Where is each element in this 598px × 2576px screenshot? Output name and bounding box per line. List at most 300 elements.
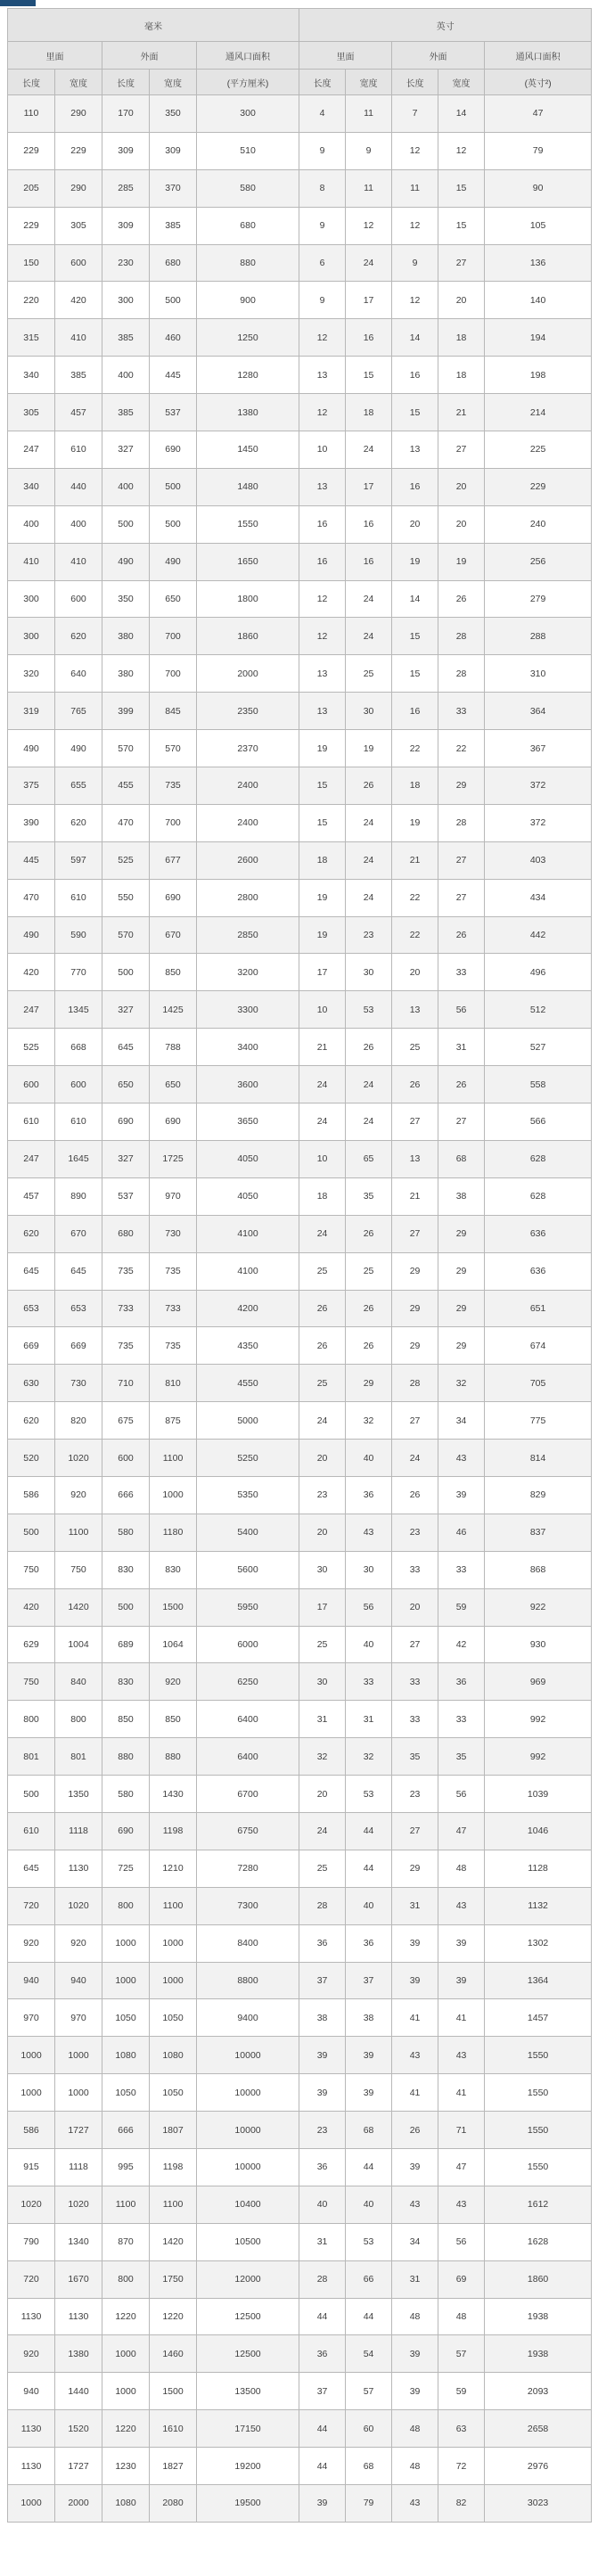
cell-mm-outer-length: 735 [102,1327,150,1365]
cell-mm-outer-length: 680 [102,1215,150,1252]
cell-mm-outer-width: 920 [150,1663,197,1701]
cell-in-inner-width: 53 [346,2223,392,2260]
cell-in-outer-length: 48 [392,2448,438,2485]
cell-in-outer-length: 20 [392,1588,438,1626]
cell-mm-outer-width: 1080 [150,2037,197,2074]
cell-mm-inner-width: 1420 [55,1588,102,1626]
cell-in-inner-width: 18 [346,394,392,431]
cell-mm-inner-width: 970 [55,1999,102,2037]
cell-in-outer-length: 26 [392,2112,438,2149]
cell-in-inner-length: 12 [299,618,346,655]
cell-mm-inner-length: 940 [8,1962,55,1999]
cell-mm-vent-area: 10000 [197,2148,299,2186]
cell-in-vent-area: 90 [485,169,592,207]
table-row [8,1177,592,1215]
cell-in-inner-length: 10 [299,431,346,469]
cell-in-inner-length: 9 [299,282,346,319]
cell-in-inner-width: 9 [346,132,392,169]
cell-in-inner-length: 16 [299,505,346,543]
cell-mm-outer-width: 1000 [150,1962,197,1999]
cell-in-inner-width: 40 [346,1887,392,1924]
cell-in-inner-length: 19 [299,916,346,954]
cell-mm-vent-area: 2600 [197,841,299,879]
cell-mm-outer-width: 1460 [150,2335,197,2373]
cell-mm-inner-width: 920 [55,1476,102,1514]
cell-in-inner-length: 17 [299,954,346,991]
cell-mm-outer-width: 880 [150,1738,197,1776]
cell-mm-inner-width: 597 [55,841,102,879]
table-row [8,1626,592,1663]
cell-in-vent-area: 496 [485,954,592,991]
cell-mm-outer-width: 500 [150,505,197,543]
cell-mm-vent-area: 5000 [197,1402,299,1440]
cell-in-vent-area: 225 [485,431,592,469]
cell-in-outer-width: 19 [438,543,485,580]
cell-mm-outer-length: 1080 [102,2037,150,2074]
cell-mm-inner-width: 590 [55,916,102,954]
table-row [8,207,592,244]
cell-in-outer-width: 29 [438,1290,485,1327]
cell-in-inner-width: 68 [346,2112,392,2149]
cell-mm-inner-width: 1000 [55,2074,102,2112]
cell-in-inner-width: 60 [346,2410,392,2448]
cell-in-inner-length: 31 [299,1701,346,1738]
table-row [8,2037,592,2074]
table-row [8,1514,592,1551]
cell-mm-outer-width: 700 [150,804,197,841]
cell-in-outer-length: 14 [392,580,438,618]
cell-in-outer-length: 11 [392,169,438,207]
cell-mm-inner-length: 620 [8,1215,55,1252]
cell-in-outer-length: 15 [392,394,438,431]
cell-in-inner-length: 13 [299,655,346,693]
cell-in-inner-length: 25 [299,1626,346,1663]
cell-mm-outer-width: 1430 [150,1776,197,1813]
cell-mm-outer-length: 689 [102,1626,150,1663]
cell-in-outer-width: 26 [438,580,485,618]
table-row [8,1290,592,1327]
cell-mm-outer-length: 1080 [102,2485,150,2523]
cell-mm-outer-length: 1000 [102,1924,150,1962]
header-in-vent-area: 通风口面积 [485,42,592,70]
cell-in-outer-length: 15 [392,655,438,693]
cell-in-inner-width: 16 [346,505,392,543]
cell-in-vent-area: 79 [485,132,592,169]
cell-in-inner-width: 15 [346,357,392,394]
cell-in-inner-length: 39 [299,2037,346,2074]
cell-mm-outer-length: 570 [102,916,150,954]
cell-mm-vent-area: 5400 [197,1514,299,1551]
cell-in-outer-width: 41 [438,2074,485,2112]
cell-mm-inner-length: 110 [8,95,55,133]
table-row [8,916,592,954]
cell-mm-inner-width: 1380 [55,2335,102,2373]
cell-mm-outer-length: 733 [102,1290,150,1327]
cell-mm-outer-width: 1100 [150,1440,197,1477]
cell-mm-inner-length: 1000 [8,2485,55,2523]
cell-in-inner-length: 44 [299,2298,346,2335]
cell-in-outer-length: 16 [392,357,438,394]
cell-mm-vent-area: 3650 [197,1103,299,1141]
cell-mm-inner-length: 970 [8,1999,55,2037]
cell-in-inner-width: 44 [346,1812,392,1850]
cell-mm-outer-length: 675 [102,1402,150,1440]
header-mm-inner-length: 长度 [8,70,55,95]
cell-mm-inner-width: 610 [55,879,102,916]
cell-mm-inner-width: 1520 [55,2410,102,2448]
header-group-row [8,9,592,42]
cell-in-inner-length: 30 [299,1551,346,1588]
cell-mm-inner-length: 500 [8,1776,55,1813]
cell-in-outer-width: 46 [438,1514,485,1551]
cell-in-vent-area: 1550 [485,2074,592,2112]
cell-mm-outer-width: 2080 [150,2485,197,2523]
cell-in-outer-width: 29 [438,1252,485,1290]
cell-mm-inner-width: 600 [55,1066,102,1103]
table-row [8,2448,592,2485]
cell-mm-vent-area: 3300 [197,991,299,1029]
cell-mm-outer-width: 850 [150,1701,197,1738]
cell-in-inner-width: 38 [346,1999,392,2037]
cell-in-vent-area: 705 [485,1365,592,1402]
table-row [8,1402,592,1440]
cell-mm-vent-area: 7280 [197,1850,299,1887]
cell-in-outer-length: 26 [392,1476,438,1514]
cell-mm-outer-length: 580 [102,1776,150,1813]
cell-mm-inner-length: 247 [8,991,55,1029]
cell-mm-inner-length: 750 [8,1663,55,1701]
cell-in-inner-width: 17 [346,282,392,319]
cell-mm-inner-length: 220 [8,282,55,319]
cell-in-outer-length: 25 [392,1029,438,1066]
cell-in-outer-length: 33 [392,1551,438,1588]
cell-in-vent-area: 1628 [485,2223,592,2260]
cell-in-vent-area: 992 [485,1738,592,1776]
cell-mm-outer-length: 650 [102,1066,150,1103]
cell-mm-inner-length: 150 [8,244,55,282]
cell-in-outer-length: 48 [392,2298,438,2335]
cell-mm-vent-area: 8800 [197,1962,299,1999]
cell-in-outer-width: 47 [438,1812,485,1850]
cell-in-outer-length: 13 [392,1140,438,1177]
cell-in-vent-area: 310 [485,655,592,693]
cell-mm-outer-width: 370 [150,169,197,207]
cell-mm-inner-width: 385 [55,357,102,394]
cell-mm-outer-length: 666 [102,1476,150,1514]
table-row [8,505,592,543]
table-row [8,1066,592,1103]
cell-mm-vent-area: 1480 [197,468,299,505]
cell-in-inner-width: 26 [346,767,392,805]
cell-in-vent-area: 1128 [485,1850,592,1887]
table-row [8,2335,592,2373]
cell-in-inner-width: 24 [346,580,392,618]
cell-mm-outer-width: 735 [150,1252,197,1290]
cell-mm-inner-length: 315 [8,319,55,357]
cell-in-outer-length: 20 [392,505,438,543]
cell-in-outer-width: 20 [438,505,485,543]
cell-in-outer-width: 27 [438,1103,485,1141]
cell-mm-outer-length: 500 [102,505,150,543]
cell-mm-vent-area: 1380 [197,394,299,431]
cell-in-outer-length: 27 [392,1626,438,1663]
cell-mm-inner-length: 340 [8,468,55,505]
cell-in-vent-area: 198 [485,357,592,394]
cell-in-vent-area: 140 [485,282,592,319]
cell-in-outer-length: 7 [392,95,438,133]
cell-mm-outer-width: 970 [150,1177,197,1215]
cell-in-inner-width: 11 [346,95,392,133]
table-row [8,767,592,805]
cell-mm-outer-length: 400 [102,357,150,394]
table-row [8,1588,592,1626]
cell-in-outer-length: 26 [392,1066,438,1103]
table-header [8,9,592,95]
cell-mm-outer-width: 500 [150,282,197,319]
cell-in-vent-area: 969 [485,1663,592,1701]
cell-mm-outer-width: 1500 [150,2373,197,2410]
cell-in-outer-length: 48 [392,2410,438,2448]
table-row [8,1812,592,1850]
cell-mm-vent-area: 3600 [197,1066,299,1103]
cell-mm-vent-area: 4550 [197,1365,299,1402]
table-row [8,2112,592,2149]
cell-in-outer-length: 16 [392,468,438,505]
cell-in-inner-length: 10 [299,991,346,1029]
cell-in-vent-area: 775 [485,1402,592,1440]
cell-mm-inner-length: 653 [8,1290,55,1327]
cell-in-inner-length: 13 [299,693,346,730]
cell-mm-inner-length: 457 [8,1177,55,1215]
cell-mm-vent-area: 6750 [197,1812,299,1850]
cell-in-vent-area: 240 [485,505,592,543]
cell-mm-inner-length: 390 [8,804,55,841]
cell-mm-outer-width: 735 [150,1327,197,1365]
cell-mm-vent-area: 4050 [197,1140,299,1177]
cell-mm-inner-length: 229 [8,132,55,169]
cell-mm-inner-length: 801 [8,1738,55,1776]
cell-in-vent-area: 288 [485,618,592,655]
cell-mm-inner-width: 1727 [55,2112,102,2149]
cell-mm-outer-width: 490 [150,543,197,580]
cell-in-inner-width: 30 [346,954,392,991]
cell-in-vent-area: 628 [485,1140,592,1177]
table-row [8,618,592,655]
cell-in-inner-width: 30 [346,693,392,730]
cell-mm-inner-length: 490 [8,916,55,954]
cell-in-vent-area: 1550 [485,2148,592,2186]
cell-mm-inner-length: 1130 [8,2298,55,2335]
cell-mm-outer-length: 1050 [102,2074,150,2112]
cell-in-inner-length: 25 [299,1252,346,1290]
cell-mm-outer-length: 800 [102,2260,150,2298]
cell-mm-vent-area: 5350 [197,1476,299,1514]
table-row [8,1551,592,1588]
cell-in-vent-area: 194 [485,319,592,357]
cell-mm-vent-area: 1450 [197,431,299,469]
cell-mm-outer-width: 385 [150,207,197,244]
cell-in-outer-width: 59 [438,1588,485,1626]
cell-mm-outer-width: 845 [150,693,197,730]
cell-mm-outer-length: 800 [102,1887,150,1924]
header-unit-row [8,70,592,95]
cell-in-inner-length: 20 [299,1776,346,1813]
cell-mm-inner-length: 500 [8,1514,55,1551]
cell-mm-outer-length: 455 [102,767,150,805]
cell-mm-vent-area: 680 [197,207,299,244]
cell-mm-outer-width: 730 [150,1215,197,1252]
cell-mm-vent-area: 13500 [197,2373,299,2410]
cell-mm-inner-length: 247 [8,431,55,469]
cell-in-inner-length: 39 [299,2485,346,2523]
cell-in-inner-width: 26 [346,1215,392,1252]
cell-in-inner-width: 53 [346,1776,392,1813]
cell-in-outer-width: 27 [438,431,485,469]
cell-in-outer-width: 27 [438,244,485,282]
cell-in-inner-length: 36 [299,2148,346,2186]
cell-mm-vent-area: 2000 [197,655,299,693]
cell-mm-outer-width: 1807 [150,2112,197,2149]
cell-mm-outer-width: 650 [150,1066,197,1103]
cell-in-outer-width: 56 [438,2223,485,2260]
cell-mm-outer-length: 285 [102,169,150,207]
cell-in-inner-width: 33 [346,1663,392,1701]
table-row [8,2260,592,2298]
cell-mm-inner-width: 765 [55,693,102,730]
cell-mm-outer-length: 600 [102,1440,150,1477]
cell-in-inner-width: 44 [346,2298,392,2335]
cell-in-inner-width: 39 [346,2037,392,2074]
cell-in-outer-length: 15 [392,618,438,655]
cell-in-outer-width: 39 [438,1476,485,1514]
cell-in-inner-length: 23 [299,1476,346,1514]
cell-mm-vent-area: 2400 [197,767,299,805]
cell-in-inner-length: 9 [299,207,346,244]
cell-mm-vent-area: 6250 [197,1663,299,1701]
cell-in-outer-length: 21 [392,841,438,879]
cell-in-inner-width: 12 [346,207,392,244]
cell-mm-inner-width: 1020 [55,1440,102,1477]
cell-in-outer-width: 56 [438,1776,485,1813]
cell-in-inner-length: 8 [299,169,346,207]
header-in-outer-width: 宽度 [438,70,485,95]
cell-in-inner-width: 24 [346,1103,392,1141]
cell-in-outer-length: 20 [392,954,438,991]
cell-in-outer-width: 21 [438,394,485,431]
cell-mm-inner-length: 920 [8,1924,55,1962]
cell-mm-outer-length: 690 [102,1812,150,1850]
cell-in-vent-area: 1364 [485,1962,592,1999]
header-mm-inner: 里面 [8,42,102,70]
cell-in-vent-area: 442 [485,916,592,954]
cell-in-inner-length: 16 [299,543,346,580]
cell-in-inner-length: 23 [299,2112,346,2149]
cell-in-outer-length: 9 [392,244,438,282]
cell-mm-inner-length: 1130 [8,2410,55,2448]
cell-mm-vent-area: 19500 [197,2485,299,2523]
cell-mm-vent-area: 10500 [197,2223,299,2260]
cell-mm-inner-length: 1000 [8,2037,55,2074]
cell-mm-outer-length: 830 [102,1551,150,1588]
cell-in-inner-length: 18 [299,841,346,879]
table-row [8,2410,592,2448]
cell-in-vent-area: 434 [485,879,592,916]
cell-mm-inner-width: 890 [55,1177,102,1215]
cell-mm-outer-length: 525 [102,841,150,879]
cell-in-inner-width: 24 [346,618,392,655]
cell-in-outer-length: 29 [392,1252,438,1290]
dimension-table-container [7,8,591,2523]
cell-in-outer-width: 71 [438,2112,485,2149]
cell-mm-inner-width: 653 [55,1290,102,1327]
cell-in-vent-area: 527 [485,1029,592,1066]
cell-in-outer-width: 15 [438,207,485,244]
cell-in-outer-length: 43 [392,2037,438,2074]
cell-in-inner-length: 19 [299,879,346,916]
cell-mm-outer-width: 1000 [150,1476,197,1514]
cell-in-inner-length: 24 [299,1215,346,1252]
cell-mm-inner-length: 610 [8,1812,55,1850]
cell-in-vent-area: 814 [485,1440,592,1477]
cell-mm-vent-area: 4100 [197,1252,299,1290]
cell-in-outer-width: 59 [438,2373,485,2410]
cell-mm-vent-area: 3400 [197,1029,299,1066]
cell-mm-vent-area: 4100 [197,1215,299,1252]
cell-mm-outer-width: 650 [150,580,197,618]
cell-in-inner-length: 15 [299,767,346,805]
cell-mm-inner-width: 670 [55,1215,102,1252]
cell-in-inner-length: 20 [299,1514,346,1551]
cell-mm-vent-area: 6400 [197,1738,299,1776]
cell-in-vent-area: 364 [485,693,592,730]
cell-in-outer-length: 16 [392,693,438,730]
cell-mm-inner-length: 375 [8,767,55,805]
cell-in-outer-length: 31 [392,2260,438,2298]
table-row [8,2186,592,2223]
cell-in-outer-width: 43 [438,2186,485,2223]
cell-mm-inner-length: 630 [8,1365,55,1402]
cell-mm-inner-width: 1440 [55,2373,102,2410]
cell-in-inner-width: 32 [346,1738,392,1776]
cell-mm-vent-area: 10000 [197,2037,299,2074]
cell-mm-inner-width: 457 [55,394,102,431]
cell-mm-inner-width: 2000 [55,2485,102,2523]
cell-mm-inner-length: 305 [8,394,55,431]
cell-mm-outer-width: 1198 [150,1812,197,1850]
cell-in-outer-width: 63 [438,2410,485,2448]
cell-in-vent-area: 256 [485,543,592,580]
cell-mm-outer-width: 700 [150,655,197,693]
cell-in-inner-width: 79 [346,2485,392,2523]
cell-mm-outer-length: 400 [102,468,150,505]
cell-in-outer-width: 31 [438,1029,485,1066]
cell-mm-vent-area: 10000 [197,2074,299,2112]
header-mm-outer: 外面 [102,42,197,70]
cell-mm-inner-width: 1345 [55,991,102,1029]
cell-mm-inner-width: 600 [55,580,102,618]
cell-in-outer-width: 39 [438,1924,485,1962]
cell-mm-outer-width: 1100 [150,1887,197,1924]
header-in-outer-length: 长度 [392,70,438,95]
cell-mm-outer-length: 735 [102,1252,150,1290]
cell-mm-outer-width: 690 [150,879,197,916]
cell-in-inner-length: 32 [299,1738,346,1776]
cell-in-outer-width: 68 [438,1140,485,1177]
cell-mm-inner-width: 1118 [55,2148,102,2186]
cell-in-inner-length: 20 [299,1440,346,1477]
cell-mm-inner-length: 610 [8,1103,55,1141]
cell-in-vent-area: 372 [485,804,592,841]
